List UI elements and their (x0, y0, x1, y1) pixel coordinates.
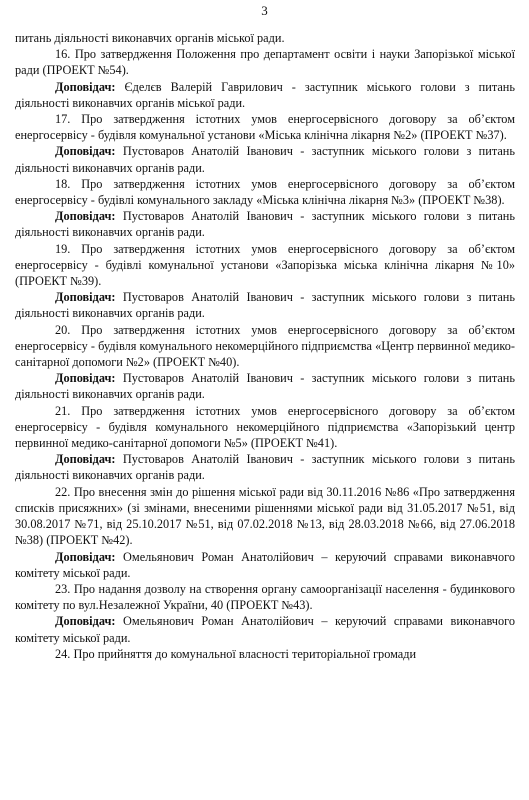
speaker-line-18 (15, 208, 515, 240)
speaker-line-20 (15, 370, 515, 402)
page-number: 3 (261, 3, 268, 18)
agenda-item-21: 21. Про затвердження істотних умов енергосервісного договору за об’єктом енергосервісу - будівля комунального некомерційного підприємства «Запорізький центр первинної медико-санітарної допомоги №5» (ПРОЕКТ №41). (15, 403, 515, 451)
speaker-label: Доповідач: (55, 79, 116, 94)
speaker-line-17 (15, 143, 515, 175)
speaker-text: Пустоваров Анатолій Іванович - заступник міського голови з питань діяльності виконавчих органів ради. (15, 452, 515, 483)
agenda-item-19: 19. Про затвердження істотних умов енергосервісного договору за об’єктом енергосервісу - будівлі комунальної установи «Запорізька міська клінічна лікарня №10» (ПРОЕКТ №39). (15, 241, 515, 289)
agenda-item-16: 16. Про затвердження Положення про департамент освіти і науки Запорізької міської ради (ПРОЕКТ №54). (15, 47, 515, 78)
speaker-text: Омельянович Роман Анатолійович – керуючий справами виконавчого комітету міської ради. (15, 614, 515, 645)
agenda-item-22: 22. Про внесення змін до рішення міської ради від 30.11.2016 №86 «Про затвердження списків присяжних» (зі змінами, внесеними рішеннями міської ради від 31.05.2017 №51, від 30.08.2017 №71, від 25.10.2017 №51, від 07.02.2018 №13, від 28.03.2018 №66, від 27.06.2018 №38) (ПРОЕКТ №42). (15, 484, 515, 548)
agenda-item-24: 24. Про прийняття до комунальної власності територіальної громади (55, 646, 417, 661)
speaker-line-22 (15, 549, 515, 581)
continuation-text: питань діяльності виконавчих органів міської ради. (15, 31, 285, 45)
speaker-label: Доповідач: (55, 209, 116, 224)
speaker-line-19 (15, 289, 515, 321)
speaker-text: Єделєв Валерій Гаврилович - заступник міського голови з питань діяльності виконавчих органів міської ради. (15, 79, 515, 110)
speaker-line-16 (15, 79, 515, 111)
speaker-label: Доповідач: (55, 452, 116, 467)
agenda-item-20: 20. Про затвердження істотних умов енергосервісного договору за об’єктом енергосервісу - будівля комунального некомерційного підприємства «Центр первинної медико-санітарної допомоги №2» (ПРОЕКТ №40). (15, 322, 515, 370)
document-body (15, 30, 515, 662)
speaker-text: Пустоваров Анатолій Іванович - заступник міського голови з питань діяльності виконавчих органів ради. (15, 144, 515, 175)
agenda-item-17: 17. Про затвердження істотних умов енергосервісного договору за об’єктом енергосервісу - будівля комунальної установи «Міська клінічна лікарня №2» (ПРОЕКТ №37). (15, 112, 515, 143)
speaker-line-23 (15, 613, 515, 645)
agenda-item-18: 18. Про затвердження істотних умов енергосервісного договору за об’єктом енергосервісу - будівлі комунального закладу «Міська клінічна лікарня №3» (ПРОЕКТ №38). (15, 176, 515, 208)
speaker-text: Пустоваров Анатолій Іванович - заступник міського голови з питань діяльності виконавчих органів ради. (15, 209, 515, 240)
speaker-line-21 (15, 451, 515, 483)
speaker-label: Доповідач: (55, 144, 116, 159)
speaker-label: Доповідач: (55, 614, 116, 629)
agenda-item-23: 23. Про надання дозволу на створення органу самоорганізації населення - будинкового комітету по вул.Незалежної України, 40 (ПРОЕКТ №43). (15, 581, 515, 613)
speaker-text: Пустоваров Анатолій Іванович - заступник міського голови з питань діяльності виконавчих органів ради. (15, 371, 515, 402)
speaker-label: Доповідач: (55, 290, 116, 305)
speaker-text: Пустоваров Анатолій Іванович - заступник міського голови з питань діяльності виконавчих органів ради. (15, 290, 515, 321)
speaker-label: Доповідач: (55, 371, 116, 386)
speaker-text: Омельянович Роман Анатолійович – керуючий справами виконавчого комітету міської ради. (15, 549, 515, 580)
speaker-label: Доповідач: (55, 549, 116, 564)
